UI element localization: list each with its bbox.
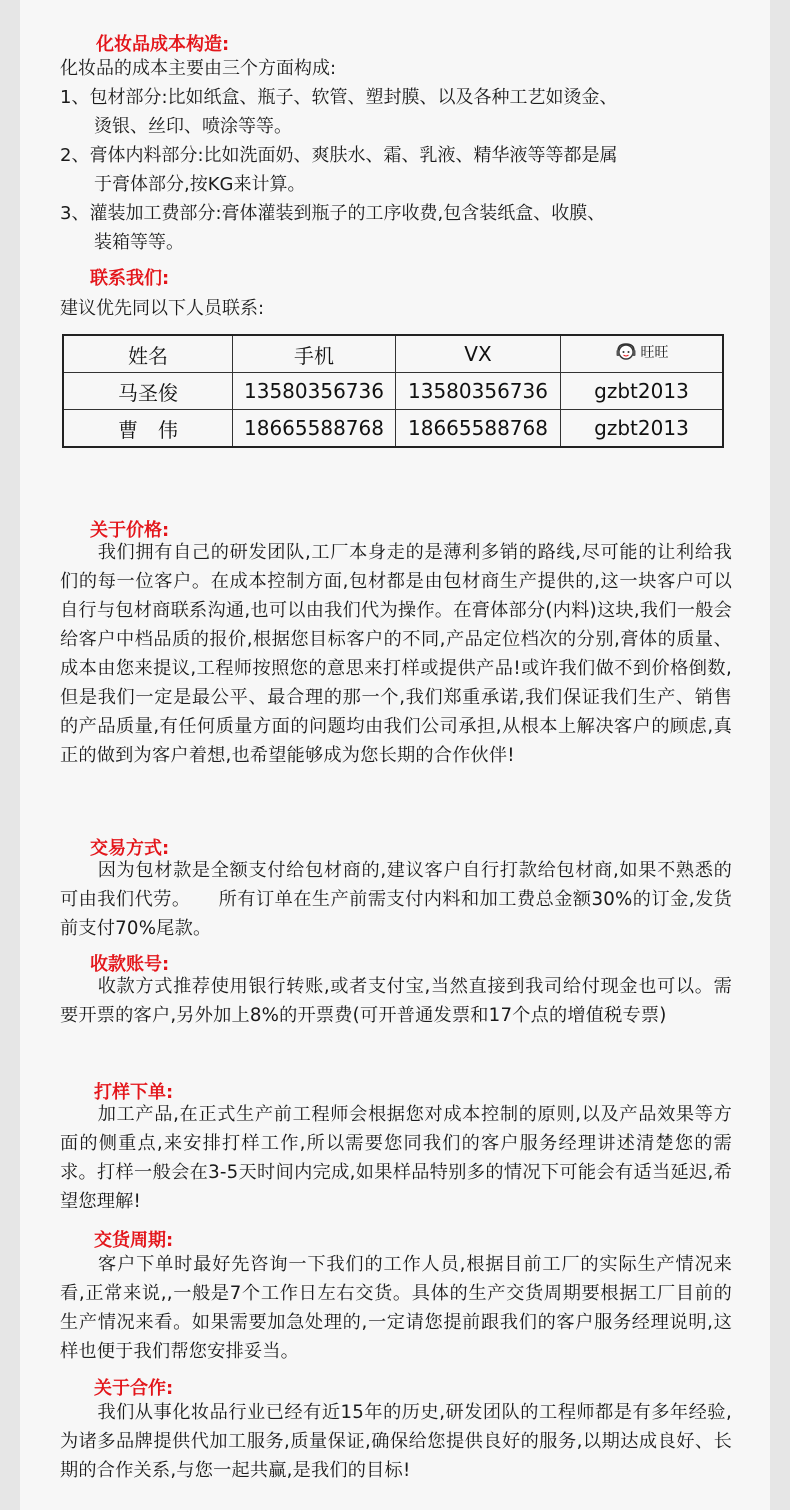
cell-name: 曹 伟 (63, 410, 233, 448)
table-header-row (63, 335, 723, 373)
header-mobile: 手机 (233, 335, 396, 373)
cost-item-3: 3、灌装加工费部分:膏体灌装到瓶子的工序收费,包含装纸盒、收膜、 (60, 203, 606, 224)
cell-mobile: 13580356736 (233, 373, 396, 410)
cost-item-2: 2、膏体内料部分:比如洗面奶、爽肤水、霜、乳液、精华液等等都是属 (60, 145, 618, 166)
document-page (20, 0, 770, 1510)
wangwang-icon (615, 342, 637, 362)
cell-mobile: 18665588768 (233, 410, 396, 448)
contact-table (62, 334, 724, 448)
cost-item-1: 1、包材部分:比如纸盒、瓶子、软管、塑封膜、以及各种工艺如烫金、 (60, 87, 618, 108)
cell-vx: 18665588768 (396, 410, 561, 448)
header-name: 姓名 (63, 335, 233, 373)
trade-body: 因为包材款是全额支付给包材商的,建议客户自行打款给包材商,如果不熟悉的可由我们代劳。 所有订单在生产前需支付内料和加工费总金额30%的订金,发货前支付70%尾款。 (60, 860, 732, 939)
trade-heading: 交易方式: (90, 838, 170, 859)
account-heading: 收款账号: (90, 954, 170, 975)
price-body: 我们拥有自己的研发团队,工厂本身走的是薄利多销的路线,尽可能的让利给我们的每一位客户。在成本控制方面,包材都是由包材商生产提供的,这一块客户可以自行与包材商联系沟通,也可以由我们代为操作。在膏体部分(内料)这块,我们一般会给客户中档品质的报价,根据您目标客户的不同,产品定位档次的分别,膏体的质量、成本由您来提议,工程师按照您的意思来打样或提供产品!或许我们做不到价格倒数,但是我们一定是最公平、最合理的那一个,我们郑重承诺,我们保证我们生产、销售的产品质量,有任何质量方面的问题均由我们公司承担,从根本上解决客户的顾虑,真正的做到为客户着想,也希望能够成为您长期的合作伙伴! (60, 542, 732, 766)
sample-heading: 打样下单: (94, 1082, 174, 1103)
cost-intro: 化妆品的成本主要由三个方面构成: (60, 58, 337, 79)
cell-vx: 13580356736 (396, 373, 561, 410)
price-heading: 关于价格: (90, 520, 170, 541)
cooperation-body: 我们从事化妆品行业已经有近15年的历史,研发团队的工程师都是有多年经验,为诸多品牌提供代加工服务,质量保证,确保给您提供良好的服务,以期达成良好、长期的合作关系,与您一起共赢,是我们的目标! (60, 1402, 732, 1481)
cell-wangwang: gzbt2013 (561, 373, 724, 410)
contact-heading: 联系我们: (90, 268, 170, 289)
table-row (63, 410, 723, 448)
cost-heading: 化妆品成本构造: (96, 34, 230, 55)
cooperation-heading: 关于合作: (94, 1378, 174, 1399)
sample-body: 加工产品,在正式生产前工程师会根据您对成本控制的原则,以及产品效果等方面的侧重点,来安排打样工作,所以需要您同我们的客户服务经理讲述清楚您的需求。打样一般会在3-5天时间内完成,如果样品特别多的情况下可能会有适当延迟,希望您理解! (60, 1104, 732, 1212)
cell-name: 马圣俊 (63, 373, 233, 410)
cost-item-2-cont: 于膏体部分,按KG来计算。 (94, 174, 306, 195)
delivery-body: 客户下单时最好先咨询一下我们的工作人员,根据目前工厂的实际生产情况来看,正常来说,,一般是7个工作日左右交货。具体的生产交货周期要根据工厂目前的生产情况来看。如果需要加急处理的,一定请您提前跟我们的客户服务经理说明,这样也便于我们帮您安排妥当。 (60, 1254, 732, 1362)
account-body: 收款方式推荐使用银行转账,或者支付宝,当然直接到我司给付现金也可以。需要开票的客户,另外加上8%的开票费(可开普通发票和17个点的增值税专票) (60, 976, 732, 1026)
cost-item-1-cont: 烫银、丝印、喷涂等等。 (94, 116, 292, 137)
table-row (63, 373, 723, 410)
cell-wangwang: gzbt2013 (561, 410, 724, 448)
contact-intro: 建议优先同以下人员联系: (60, 298, 265, 319)
wangwang-label: 旺旺 (640, 344, 669, 361)
header-vx: VX (396, 335, 561, 373)
delivery-heading: 交货周期: (94, 1230, 174, 1251)
header-wangwang (561, 335, 724, 373)
cost-item-3-cont: 装箱等等。 (94, 232, 184, 253)
